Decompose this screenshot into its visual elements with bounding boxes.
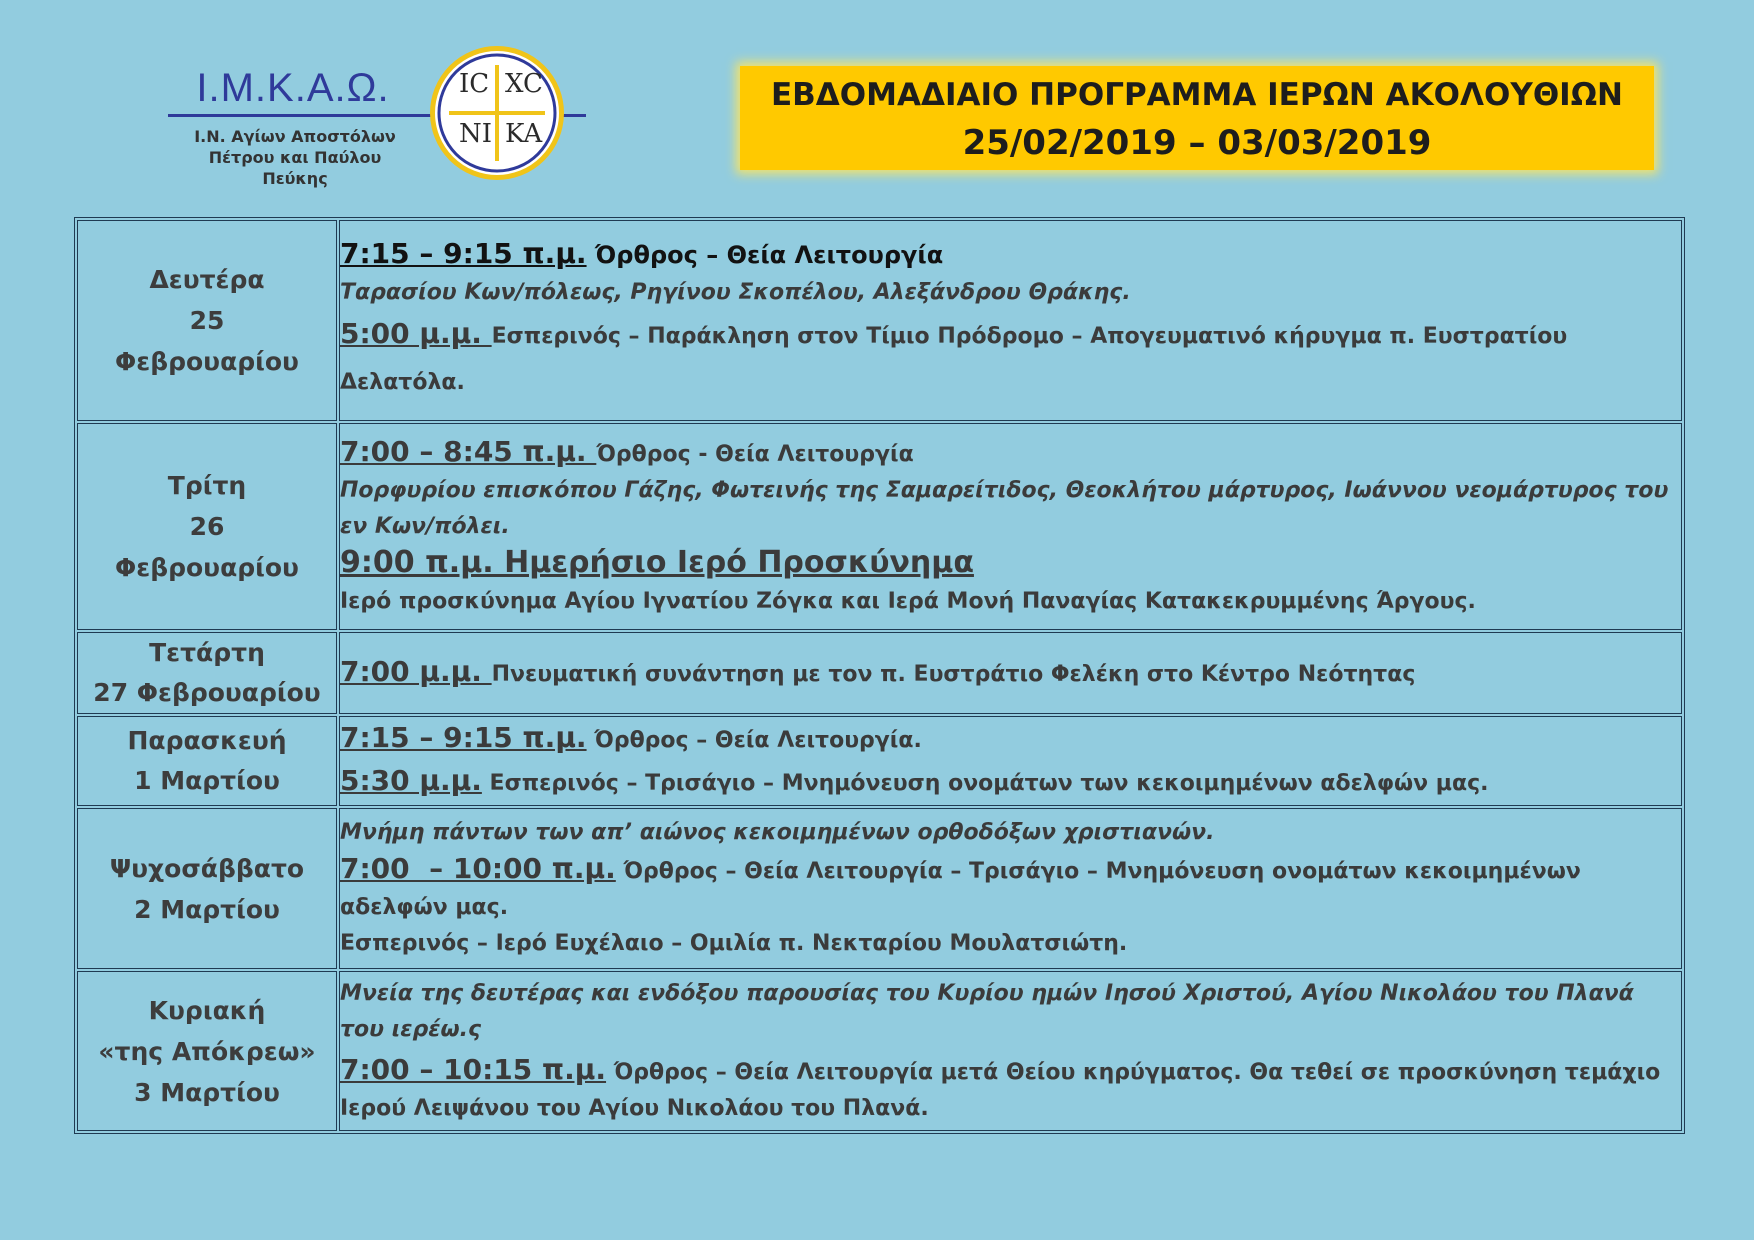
day-cell: Παρασκευή 1 Μαρτίου <box>77 716 337 806</box>
service-name: Όρθρος – Θεία Λειτουργία. <box>586 728 922 753</box>
table-row <box>77 423 1682 630</box>
emblem-ka: KA <box>505 119 543 149</box>
table-row <box>77 220 1682 421</box>
day-cell: Κυριακή «της Απόκρεω» 3 Μαρτίου <box>77 971 337 1131</box>
day-cell: Τετάρτη 27 Φεβρουαρίου <box>77 632 337 714</box>
service-name: Όρθρος – Θεία Λειτουργία <box>586 240 944 269</box>
services-cell <box>339 808 1682 969</box>
service-name: Εσπερινός – Παράκληση στον Τίμιο Πρόδρομο – Απογευματινό κήρυγμα π. Ευστρατίου Δελατόλα. <box>340 323 1568 395</box>
logo-sub-line-2: Πέτρου και Παύλου <box>208 148 382 167</box>
service-time: 7:15 – 9:15 π.μ. <box>340 236 587 270</box>
service-time: 7:00 – 10:15 π.μ. <box>340 1052 607 1086</box>
ic-xc-nika-emblem-icon <box>430 46 564 180</box>
logo-title: Ι.Μ.Κ.Α.Ω. <box>196 66 390 110</box>
service-name: Πνευματική συνάντηση με τον π. Ευστράτιο Φελέκη στο Κέντρο Νεότητας <box>491 661 1416 687</box>
service-time: 7:00 – 10:00 π.μ. <box>340 852 616 885</box>
service-name: Εσπερινός – Ιερό Ευχέλαιο – Ομιλία π. Νεκταρίου Μουλατσιώτη. <box>340 931 1128 956</box>
saints-note: Μνήμη πάντων των απ’ αιώνος κεκοιμημένων ορθοδόξων χριστιανών. <box>340 820 1215 845</box>
services-cell <box>339 632 1682 714</box>
pilgrimage-title: 9:00 π.μ. Ημερήσιο Ιερό Προσκύνημα <box>340 544 974 580</box>
service-name: Εσπερινός – Τρισάγιο – Μνημόνευση ονομάτων των κεκοιμημένων αδελφών μας. <box>481 771 1489 796</box>
parish-logo <box>168 46 588 196</box>
emblem-xc: XC <box>505 69 543 99</box>
service-time: 7:00 μ.μ. <box>340 654 492 688</box>
service-name: Όρθρος – Θεία Λειτουργία – Τρισάγιο – Μνημόνευση ονομάτων κεκοιμημένων αδελφών μας. <box>340 859 1581 920</box>
saints-note: Ταρασίου Κων/πόλεως, Ρηγίνου Σκοπέλου, Αλεξάνδρου Θράκης. <box>340 279 1131 305</box>
service-name: Ιερό προσκύνημα Αγίου Ιγνατίου Ζόγκα και Ιερά Μονή Παναγίας Κατακεκρυμμένης Άργους. <box>340 588 1476 614</box>
table-row <box>77 632 1682 714</box>
logo-subtitle <box>180 126 410 189</box>
service-time: 7:15 – 9:15 π.μ. <box>340 721 587 754</box>
emblem-ic: IC <box>459 69 490 99</box>
services-cell <box>339 423 1682 630</box>
banner-dates: 25/02/2019 – 03/03/2019 <box>962 123 1432 163</box>
table-row <box>77 808 1682 969</box>
service-time: 5:00 μ.μ. <box>340 316 492 350</box>
services-cell <box>339 220 1682 421</box>
table-row <box>77 971 1682 1131</box>
service-time: 7:00 – 8:45 π.μ. <box>340 434 597 468</box>
service-time: 5:30 μ.μ. <box>340 764 482 797</box>
saints-note: Πορφυρίου επισκόπου Γάζης, Φωτεινής της Σαμαρείτιδος, Θεοκλήτου μάρτυρος, Ιωάννου νεομάρτυρος του εν Κων/πόλει. <box>340 477 1669 539</box>
service-name: Όρθρος - Θεία Λειτουργία <box>596 441 914 467</box>
logo-sub-line-3: Πεύκης <box>262 169 328 188</box>
emblem-ni: NI <box>459 119 493 149</box>
services-cell <box>339 716 1682 806</box>
day-cell: Δευτέρα 25 Φεβρουαρίου <box>77 220 337 421</box>
day-cell: Ψυχοσάββατο 2 Μαρτίου <box>77 808 337 969</box>
saints-note: Μνεία της δευτέρας και ενδόξου παρουσίας του Κυρίου ημών Ιησού Χριστού, Αγίου Νικολάου του Πλανά του ιερέω.ς <box>340 980 1634 1042</box>
logo-sub-line-1: Ι.Ν. Αγίων Αποστόλων <box>194 127 396 146</box>
table-row <box>77 716 1682 806</box>
schedule-banner <box>740 66 1654 170</box>
day-cell: Τρίτη 26 Φεβρουαρίου <box>77 423 337 630</box>
banner-title: ΕΒΔΟΜΑΔΙΑΙΟ ΠΡΟΓΡΑΜΜΑ ΙΕΡΩΝ ΑΚΟΛΟΥΘΙΩΝ <box>770 77 1623 113</box>
service-name: Όρθρος – Θεία Λειτουργία μετά Θείου κηρύγματος. Θα τεθεί σε προσκύνηση τεμάχιο Ιερού Λειψάνου του Αγίου Νικολάου του Πλανά. <box>340 1059 1661 1121</box>
services-cell <box>339 971 1682 1131</box>
schedule-table <box>74 217 1685 1134</box>
